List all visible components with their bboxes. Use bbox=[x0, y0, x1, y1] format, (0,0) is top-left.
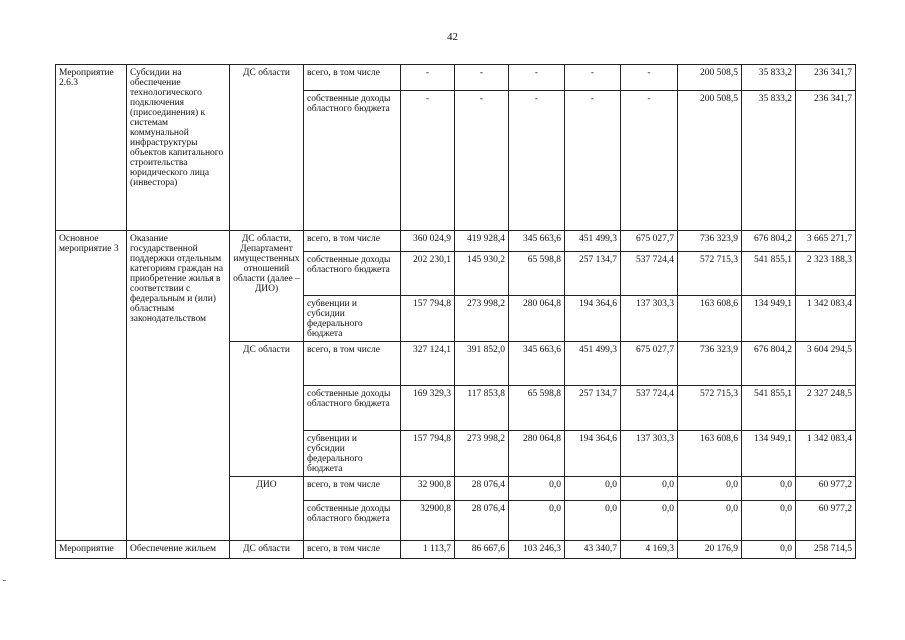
amount-cell: 676 804,2 bbox=[742, 342, 796, 386]
amount-cell: 675 027,7 bbox=[621, 231, 678, 252]
measure-name-cell: Оказание государственной поддержки отдельным категориям граждан на приобретение жилья в соответствии с федеральным и (или) областным законодательством bbox=[127, 231, 230, 541]
amount-cell: 541 855,1 bbox=[742, 252, 796, 296]
measure-cell: Мероприятие 2.6.3 bbox=[56, 65, 127, 231]
amount-cell: 236 341,7 bbox=[796, 65, 856, 91]
amount-cell: 32900,8 bbox=[401, 501, 455, 541]
amount-cell: 0,0 bbox=[678, 501, 742, 541]
funding-source-cell: собственные доходы областного бюджета bbox=[304, 252, 401, 296]
amount-cell: 35 833,2 bbox=[742, 65, 796, 91]
amount-cell: 28 076,4 bbox=[455, 501, 509, 541]
amount-cell: 360 024,9 bbox=[401, 231, 455, 252]
executor-cell: ДС области bbox=[230, 541, 304, 559]
amount-cell: 137 303,3 bbox=[621, 431, 678, 477]
amount-cell: 0,0 bbox=[678, 477, 742, 501]
amount-cell: 43 340,7 bbox=[565, 541, 621, 559]
page-number: 42 bbox=[447, 31, 458, 43]
amount-cell: 163 608,6 bbox=[678, 431, 742, 477]
amount-cell: 1 113,7 bbox=[401, 541, 455, 559]
amount-cell: 0,0 bbox=[509, 501, 565, 541]
amount-cell: 0,0 bbox=[565, 501, 621, 541]
amount-cell: 3 665 271,7 bbox=[796, 231, 856, 252]
amount-cell: 3 604 294,5 bbox=[796, 342, 856, 386]
amount-cell: 145 930,2 bbox=[455, 252, 509, 296]
amount-cell: 419 928,4 bbox=[455, 231, 509, 252]
executor-cell: ДС области, Департамент имущественных отношений области (далее – ДИО) bbox=[230, 231, 304, 342]
amount-cell: - bbox=[455, 91, 509, 231]
amount-cell: 273 998,2 bbox=[455, 296, 509, 342]
amount-cell: 0,0 bbox=[509, 477, 565, 501]
amount-cell: 0,0 bbox=[742, 477, 796, 501]
amount-cell: 345 663,6 bbox=[509, 231, 565, 252]
amount-cell: 200 508,5 bbox=[678, 91, 742, 231]
measure-cell: Мероприятие bbox=[56, 541, 127, 559]
amount-cell: 0,0 bbox=[621, 501, 678, 541]
amount-cell: 0,0 bbox=[621, 477, 678, 501]
amount-cell: 675 027,7 bbox=[621, 342, 678, 386]
funding-source-cell: собственные доходы областного бюджета bbox=[304, 501, 401, 541]
amount-cell: 65 598,8 bbox=[509, 252, 565, 296]
amount-cell: 20 176,9 bbox=[678, 541, 742, 559]
amount-cell: 169 329,3 bbox=[401, 386, 455, 431]
table-row bbox=[56, 231, 856, 252]
amount-cell: 736 323,9 bbox=[678, 342, 742, 386]
amount-cell: 676 804,2 bbox=[742, 231, 796, 252]
amount-cell: 280 064,8 bbox=[509, 431, 565, 477]
amount-cell: 103 246,3 bbox=[509, 541, 565, 559]
amount-cell: - bbox=[455, 65, 509, 91]
amount-cell: 194 364,6 bbox=[565, 296, 621, 342]
funding-source-cell: субвенции и субсидии федерального бюджета bbox=[304, 296, 401, 342]
amount-cell: 134 949,1 bbox=[742, 431, 796, 477]
amount-cell: - bbox=[621, 91, 678, 231]
amount-cell: 32 900,8 bbox=[401, 477, 455, 501]
amount-cell: 327 124,1 bbox=[401, 342, 455, 386]
funding-source-cell: всего, в том числе bbox=[304, 65, 401, 91]
table-row bbox=[56, 541, 856, 559]
amount-cell: 137 303,3 bbox=[621, 296, 678, 342]
amount-cell: 451 499,3 bbox=[565, 231, 621, 252]
amount-cell: 236 341,7 bbox=[796, 91, 856, 231]
amount-cell: - bbox=[565, 91, 621, 231]
funding-source-cell: собственные доходы областного бюджета bbox=[304, 386, 401, 431]
amount-cell: 2 327 248,5 bbox=[796, 386, 856, 431]
amount-cell: 60 977,2 bbox=[796, 477, 856, 501]
funding-source-cell: всего, в том числе bbox=[304, 231, 401, 252]
amount-cell: 117 853,8 bbox=[455, 386, 509, 431]
amount-cell: - bbox=[621, 65, 678, 91]
amount-cell: 345 663,6 bbox=[509, 342, 565, 386]
amount-cell: - bbox=[401, 91, 455, 231]
amount-cell: 157 794,8 bbox=[401, 431, 455, 477]
amount-cell: 134 949,1 bbox=[742, 296, 796, 342]
amount-cell: 280 064,8 bbox=[509, 296, 565, 342]
amount-cell: 157 794,8 bbox=[401, 296, 455, 342]
amount-cell: 0,0 bbox=[742, 501, 796, 541]
amount-cell: 572 715,3 bbox=[678, 252, 742, 296]
amount-cell: 200 508,5 bbox=[678, 65, 742, 91]
amount-cell: - bbox=[401, 65, 455, 91]
amount-cell: - bbox=[565, 65, 621, 91]
amount-cell: - bbox=[509, 65, 565, 91]
executor-cell: ДИО bbox=[230, 477, 304, 541]
amount-cell: 451 499,3 bbox=[565, 342, 621, 386]
amount-cell: 202 230,1 bbox=[401, 252, 455, 296]
amount-cell: 273 998,2 bbox=[455, 431, 509, 477]
amount-cell: 163 608,6 bbox=[678, 296, 742, 342]
executor-cell: ДС области bbox=[230, 65, 304, 231]
budget-table bbox=[55, 64, 856, 559]
amount-cell: 28 076,4 bbox=[455, 477, 509, 501]
amount-cell: 541 855,1 bbox=[742, 386, 796, 431]
amount-cell: 65 598,8 bbox=[509, 386, 565, 431]
amount-cell: 258 714,5 bbox=[796, 541, 856, 559]
amount-cell: 572 715,3 bbox=[678, 386, 742, 431]
amount-cell: 86 667,6 bbox=[455, 541, 509, 559]
amount-cell: 2 323 188,3 bbox=[796, 252, 856, 296]
measure-name-cell: Обеспечение жильем bbox=[127, 541, 230, 559]
amount-cell: 0,0 bbox=[565, 477, 621, 501]
amount-cell: 391 852,0 bbox=[455, 342, 509, 386]
executor-cell: ДС области bbox=[230, 342, 304, 477]
table-row bbox=[56, 65, 856, 91]
amount-cell: 1 342 083,4 bbox=[796, 431, 856, 477]
funding-source-cell: всего, в том числе bbox=[304, 541, 401, 559]
amount-cell: 1 342 083,4 bbox=[796, 296, 856, 342]
funding-source-cell: собственные доходы областного бюджета bbox=[304, 91, 401, 231]
measure-name-cell: Субсидии на обеспечение технологического подключения (присоединения) к системам коммунальной инфраструктуры объектов капитального строительства юридического лица (инвестора) bbox=[127, 65, 230, 231]
amount-cell: 60 977,2 bbox=[796, 501, 856, 541]
amount-cell: 537 724,4 bbox=[621, 252, 678, 296]
amount-cell: 4 169,3 bbox=[621, 541, 678, 559]
funding-source-cell: субвенции и субсидии федерального бюджета bbox=[304, 431, 401, 477]
amount-cell: 0,0 bbox=[742, 541, 796, 559]
measure-cell: Основное мероприятие 3 bbox=[56, 231, 127, 541]
amount-cell: 35 833,2 bbox=[742, 91, 796, 231]
amount-cell: 257 134,7 bbox=[565, 386, 621, 431]
budget-table-body bbox=[56, 65, 856, 559]
amount-cell: 257 134,7 bbox=[565, 252, 621, 296]
amount-cell: 537 724,4 bbox=[621, 386, 678, 431]
amount-cell: - bbox=[509, 91, 565, 231]
edge-mark bbox=[3, 580, 6, 581]
amount-cell: 736 323,9 bbox=[678, 231, 742, 252]
amount-cell: 194 364,6 bbox=[565, 431, 621, 477]
funding-source-cell: всего, в том числе bbox=[304, 477, 401, 501]
funding-source-cell: всего, в том числе bbox=[304, 342, 401, 386]
